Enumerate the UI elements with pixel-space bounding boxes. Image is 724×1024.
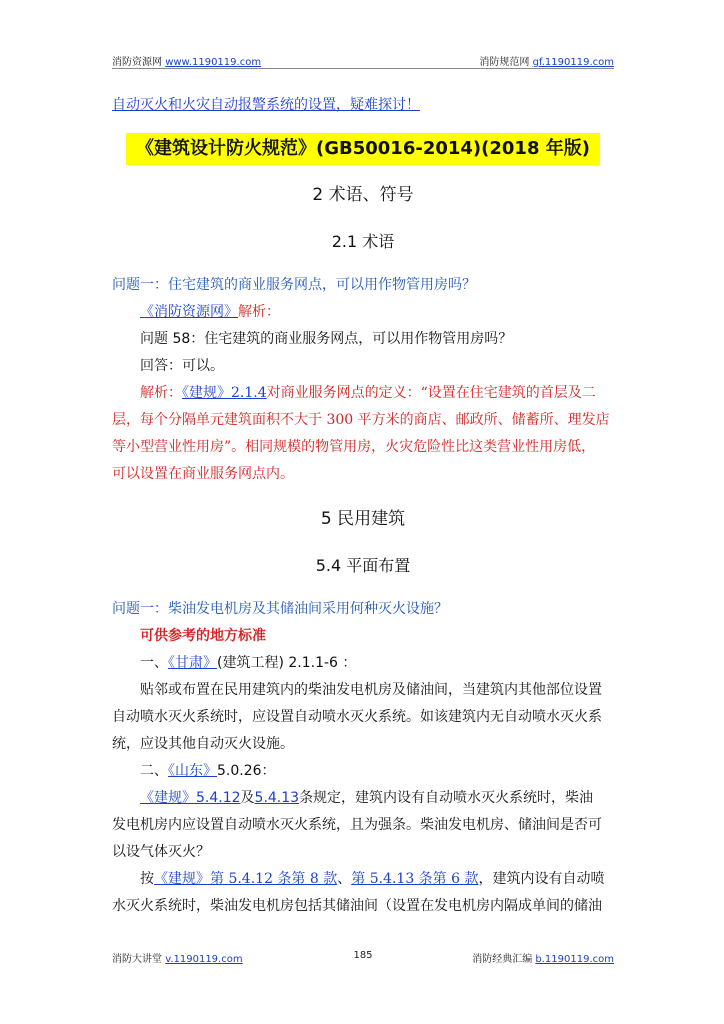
q1-analysis-link[interactable]: 《建规》2.1.4 bbox=[182, 385, 267, 401]
q2-item1-body bbox=[112, 677, 614, 758]
q1-analysis-line2: 层，每个分隔单元建筑面积不大于 300 平方米的商店、邮政所、储蓄所、理发店 bbox=[112, 412, 610, 428]
q1-source-row bbox=[140, 299, 614, 326]
section-sub-5-4: 5.4 平面布置 bbox=[315, 556, 411, 575]
q2-item2-ans-link-a[interactable]: 《建规》第 5.4.12 条第 8 款 bbox=[154, 871, 338, 887]
q1-analysis-line3: 等小型营业性用房”。相同规模的物管用房，火灾危险性比这类营业性用房低， bbox=[112, 439, 596, 455]
q2-item2-link-b[interactable]: 5.4.13 bbox=[254, 790, 300, 806]
q2-item1-head bbox=[140, 650, 614, 677]
footer-left-link[interactable]: v.1190119.com bbox=[165, 954, 243, 965]
q1-question: 问题一：住宅建筑的商业服务网点，可以用作物管用房吗？ bbox=[112, 277, 476, 293]
doc-title-row bbox=[112, 133, 614, 165]
promo-row bbox=[112, 92, 614, 119]
q2-item2-link-a[interactable]: 《建规》5.4.12 bbox=[140, 790, 241, 806]
q2-item1-prefix: 一、 bbox=[140, 655, 168, 671]
section-heading-2: 2 术语、符号 bbox=[312, 185, 414, 205]
q2-item1-line2: 自动喷水灭火系统时，应设置自动喷水灭火系统。如该建筑内无自动喷水灭火系 bbox=[112, 709, 602, 725]
q2-item2-ans-link-b[interactable]: 第 5.4.13 条第 6 款 bbox=[351, 871, 479, 887]
q2-item2-answer-line1 bbox=[112, 866, 614, 893]
q2-item2-head bbox=[140, 758, 614, 785]
q2-item2-answer-line2: 水灭火系统时，柴油发电机房包括其储油间（设置在发电机房内隔成单间的储油 bbox=[112, 898, 602, 914]
page-number: 185 bbox=[353, 950, 373, 961]
q1-analysis-prefix: 解析： bbox=[140, 385, 182, 401]
q2-item2-and: 及 bbox=[240, 790, 255, 806]
q2-item2-link[interactable]: 《山东》 bbox=[168, 763, 217, 779]
page-header bbox=[112, 53, 614, 69]
q1-analysis-text1: 对商业服务网点的定义：“设置在住宅建筑的首层及二 bbox=[266, 385, 596, 401]
q1-analysis bbox=[112, 380, 614, 488]
q2-item2-ans-prefix: 按 bbox=[140, 871, 154, 887]
promo-link[interactable]: 自动灭火和火灾自动报警系统的设置，疑难探讨！ bbox=[112, 97, 420, 113]
q1-source-suffix: 解析： bbox=[238, 304, 280, 320]
header-right bbox=[479, 53, 614, 68]
q2-item2-body bbox=[112, 785, 614, 866]
q2-ref-title: 可供参考的地方标准 bbox=[140, 628, 266, 644]
page-footer bbox=[112, 950, 614, 964]
q2-item1-line1: 贴邻或布置在民用建筑内的柴油发电机房及储油间，当建筑内其他部位设置 bbox=[140, 682, 602, 698]
q2-item2-answer bbox=[112, 866, 614, 920]
header-left-label: 消防资源网 bbox=[112, 57, 162, 68]
q2-item1-suffix: (建筑工程) 2.1.1-6 ： bbox=[217, 655, 357, 671]
q1-analysis-line1 bbox=[112, 380, 614, 407]
header-left-link[interactable]: www.1190119.com bbox=[165, 57, 262, 68]
q1-analysis-line4: 可以设置在商业服务网点内。 bbox=[112, 466, 294, 482]
q2-item2-line3: 以设气体灭火？ bbox=[112, 844, 210, 860]
q2-item2-ans-line1-rest: ，建筑内设有自动喷 bbox=[478, 871, 605, 887]
footer-right-link[interactable]: b.1190119.com bbox=[535, 954, 614, 965]
q2-item2-suffix: 5.0.26： bbox=[217, 763, 276, 779]
q2-item1-link[interactable]: 《甘肃》 bbox=[168, 655, 217, 671]
doc-title: 《建筑设计防火规范》(GB50016-2014)(2018 年版) bbox=[126, 133, 600, 165]
header-right-link[interactable]: gf.1190119.com bbox=[532, 57, 614, 68]
q2-item2-line1-rest: 条规定，建筑内设有自动喷水灭火系统时，柴油 bbox=[299, 790, 594, 806]
section-heading-5: 5 民用建筑 bbox=[320, 509, 406, 529]
q2-item1-line3: 统，应设其他自动灭火设施。 bbox=[112, 736, 294, 752]
q1-source-link[interactable]: 《消防资源网》 bbox=[140, 304, 238, 320]
footer-right-label: 消防经典汇编 bbox=[472, 954, 533, 965]
q2-item2-line2: 发电机房内应设置自动喷水灭火系统，且为强条。柴油发电机房、储油间是否可 bbox=[112, 817, 602, 833]
header-left bbox=[112, 53, 261, 68]
q2-item2-ans-sep: 、 bbox=[337, 871, 352, 887]
header-right-label: 消防规范网 bbox=[479, 57, 530, 68]
section-sub-2-1: 2.1 术语 bbox=[331, 232, 395, 251]
footer-left-label: 消防大讲堂 bbox=[112, 954, 162, 965]
q2-question: 问题一：柴油发电机房及其储油间采用何种灭火设施？ bbox=[112, 601, 448, 617]
footer-right bbox=[472, 950, 614, 965]
q1-q58: 问题 58：住宅建筑的商业服务网点，可以用作物管用房吗？ bbox=[140, 331, 513, 347]
q2-item2-prefix: 二、 bbox=[140, 763, 168, 779]
q2-item2-line1 bbox=[112, 785, 614, 812]
q1-answer: 回答：可以。 bbox=[140, 358, 224, 374]
